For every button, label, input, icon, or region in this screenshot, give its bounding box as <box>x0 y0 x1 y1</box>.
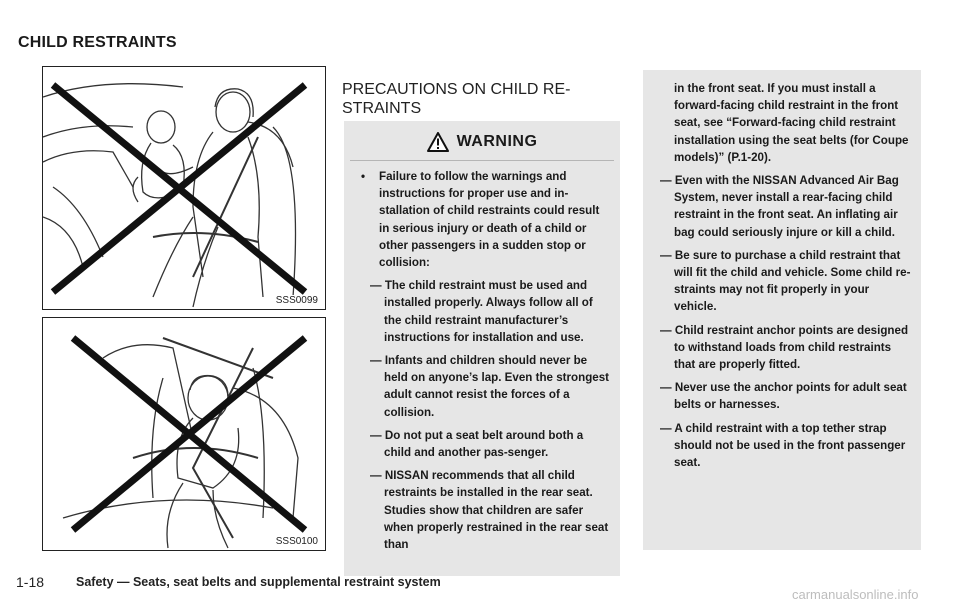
warning-item: — Infants and children should never be held on anyone’s lap. Even the strongest adult cannot resist the forces of a collision. <box>370 354 610 419</box>
warning-column-left <box>358 168 612 559</box>
warning-bullet <box>358 168 612 271</box>
warning-item: — Even with the NISSAN Advanced Air Bag System, never install a rear-facing child restraint in the front seat. An inflating air bag could seriously injure or kill a child. <box>660 174 899 239</box>
watermark: carmanualsonline.info <box>792 587 919 602</box>
warning-item: — Do not put a seat belt around both a child and another pas-senger. <box>370 428 584 460</box>
bullet-text: Failure to follow the warnings and instructions for proper use and in-stallation of child restraints could result in serious injury or death of a child or other passengers in a sudden stop or collision: <box>379 170 600 270</box>
section-header: CHILD RESTRAINTS <box>18 34 177 51</box>
warning-item: — Never use the anchor points for adult seat belts or harnesses. <box>660 381 907 412</box>
section-heading: PRECAUTIONS ON CHILD RE- STRAINTS <box>342 81 571 117</box>
warning-column-right <box>652 80 914 477</box>
footer-section-title: Safety — Seats, seat belts and supplemental restraint system <box>76 575 441 589</box>
figure-code: SSS0099 <box>275 295 318 306</box>
warning-item: — A child restraint with a top tether strap should not be used in the front passenger seat. <box>660 421 906 470</box>
illustration-child-on-lap <box>43 67 325 309</box>
illustration-shared-seat-belt <box>43 318 325 550</box>
warning-item: — Be sure to purchase a child restraint that will fit the child and vehicle. Some child re-straints may not fit properly in your vehicle. <box>660 248 911 314</box>
warning-header <box>350 124 614 161</box>
warning-item: — Child restraint anchor points are designed to withstand loads from child restraints that are properly fitted. <box>660 323 909 372</box>
page-number: 1-18 <box>16 574 45 590</box>
figure-shared-seat-belt <box>42 317 326 551</box>
figure-code: SSS0100 <box>275 536 318 547</box>
warning-title: WARNING <box>456 133 538 150</box>
figure-child-on-lap <box>42 66 326 310</box>
warning-triangle-icon <box>427 132 449 152</box>
warning-item: — The child restraint must be used and installed properly. Always follow all of the child restraint manufacturer’s instructions for installation and use. <box>370 279 593 344</box>
warning-continuation: in the front seat. If you must install a forward-facing child restraint in the front seat, see “Forward-facing child restraint installation using the seat belts (for Coupe models)” (P.1-20). <box>674 82 909 164</box>
bullet-mark: • <box>361 170 366 183</box>
warning-item: — NISSAN recommends that all child restraints be installed in the rear seat. Studies show that children are safer when properly restrained in the rear seat than <box>370 469 609 552</box>
